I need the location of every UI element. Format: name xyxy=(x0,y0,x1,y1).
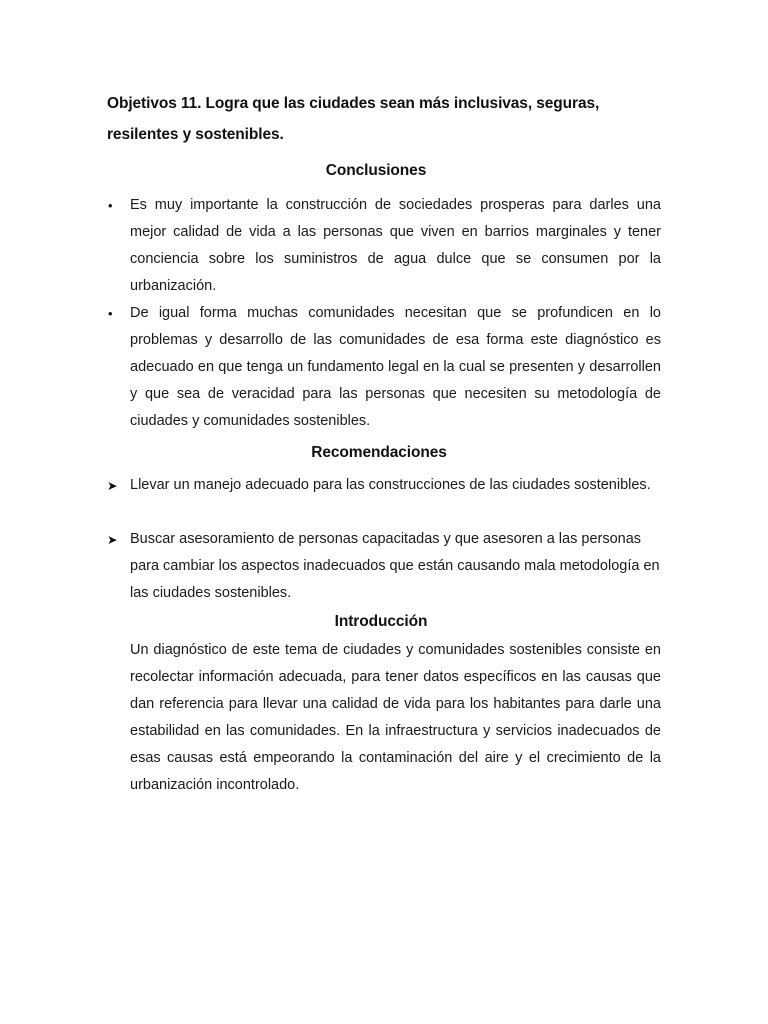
conclusiones-list xyxy=(107,192,661,435)
bullet-dot-icon: • xyxy=(108,306,113,321)
bullet-arrow-icon: ➤ xyxy=(107,532,118,547)
conclusion-text: De igual forma muchas comunidades necesitan que se profundicen en lo problemas y desarrollo de las comunidades de esa forma este diagnóstico es adecuado en que tenga un fundamento legal en la cual se presenten y desarrollen y que sea de veracidad para las personas que necesiten su metodología de ciudades y comunidades sostenibles. xyxy=(130,305,661,429)
heading-recomendaciones: Recomendaciones xyxy=(311,444,447,461)
recommendation-text: Llevar un manejo adecuado para las construcciones de las ciudades sostenibles. xyxy=(130,477,651,493)
heading-conclusiones: Conclusiones xyxy=(325,162,427,179)
bullet-dot-icon: • xyxy=(108,198,113,213)
list-item xyxy=(107,526,661,607)
list-item xyxy=(107,192,661,300)
recommendation-text: Buscar asesoramiento de personas capacitadas y que asesoren a las personas para cambiar los aspectos inadecuados que están causando mala metodología en las ciudades sostenibles. xyxy=(130,531,660,601)
page-title: Objetivos 11. Logra que las ciudades sean más inclusivas, seguras, resilentes y sostenibles. xyxy=(107,95,600,143)
introduccion-text: Un diagnóstico de este tema de ciudades y comunidades sostenibles consiste en recolectar información adecuada, para tener datos específicos en las causas que dan referencia para llevar una calidad de vida para los habitantes para darle una estabilidad en las comunidades. En la infraestructura y servicios inadecuados de esas causas está empeorando la contaminación del aire y el crecimiento de la urbanización incontrolado. xyxy=(130,642,661,793)
list-item xyxy=(107,472,661,499)
introduccion-block xyxy=(107,637,661,799)
heading-introduccion: Introducción xyxy=(334,613,428,630)
list-item xyxy=(107,300,661,435)
bullet-arrow-icon: ➤ xyxy=(107,478,118,493)
conclusion-text: Es muy importante la construcción de sociedades prosperas para darles una mejor calidad de vida a las personas que viven en barrios marginales y tener conciencia sobre los suministros de agua dulce que se consumen por la urbanización. xyxy=(130,197,661,294)
recomendaciones-list xyxy=(107,472,661,607)
